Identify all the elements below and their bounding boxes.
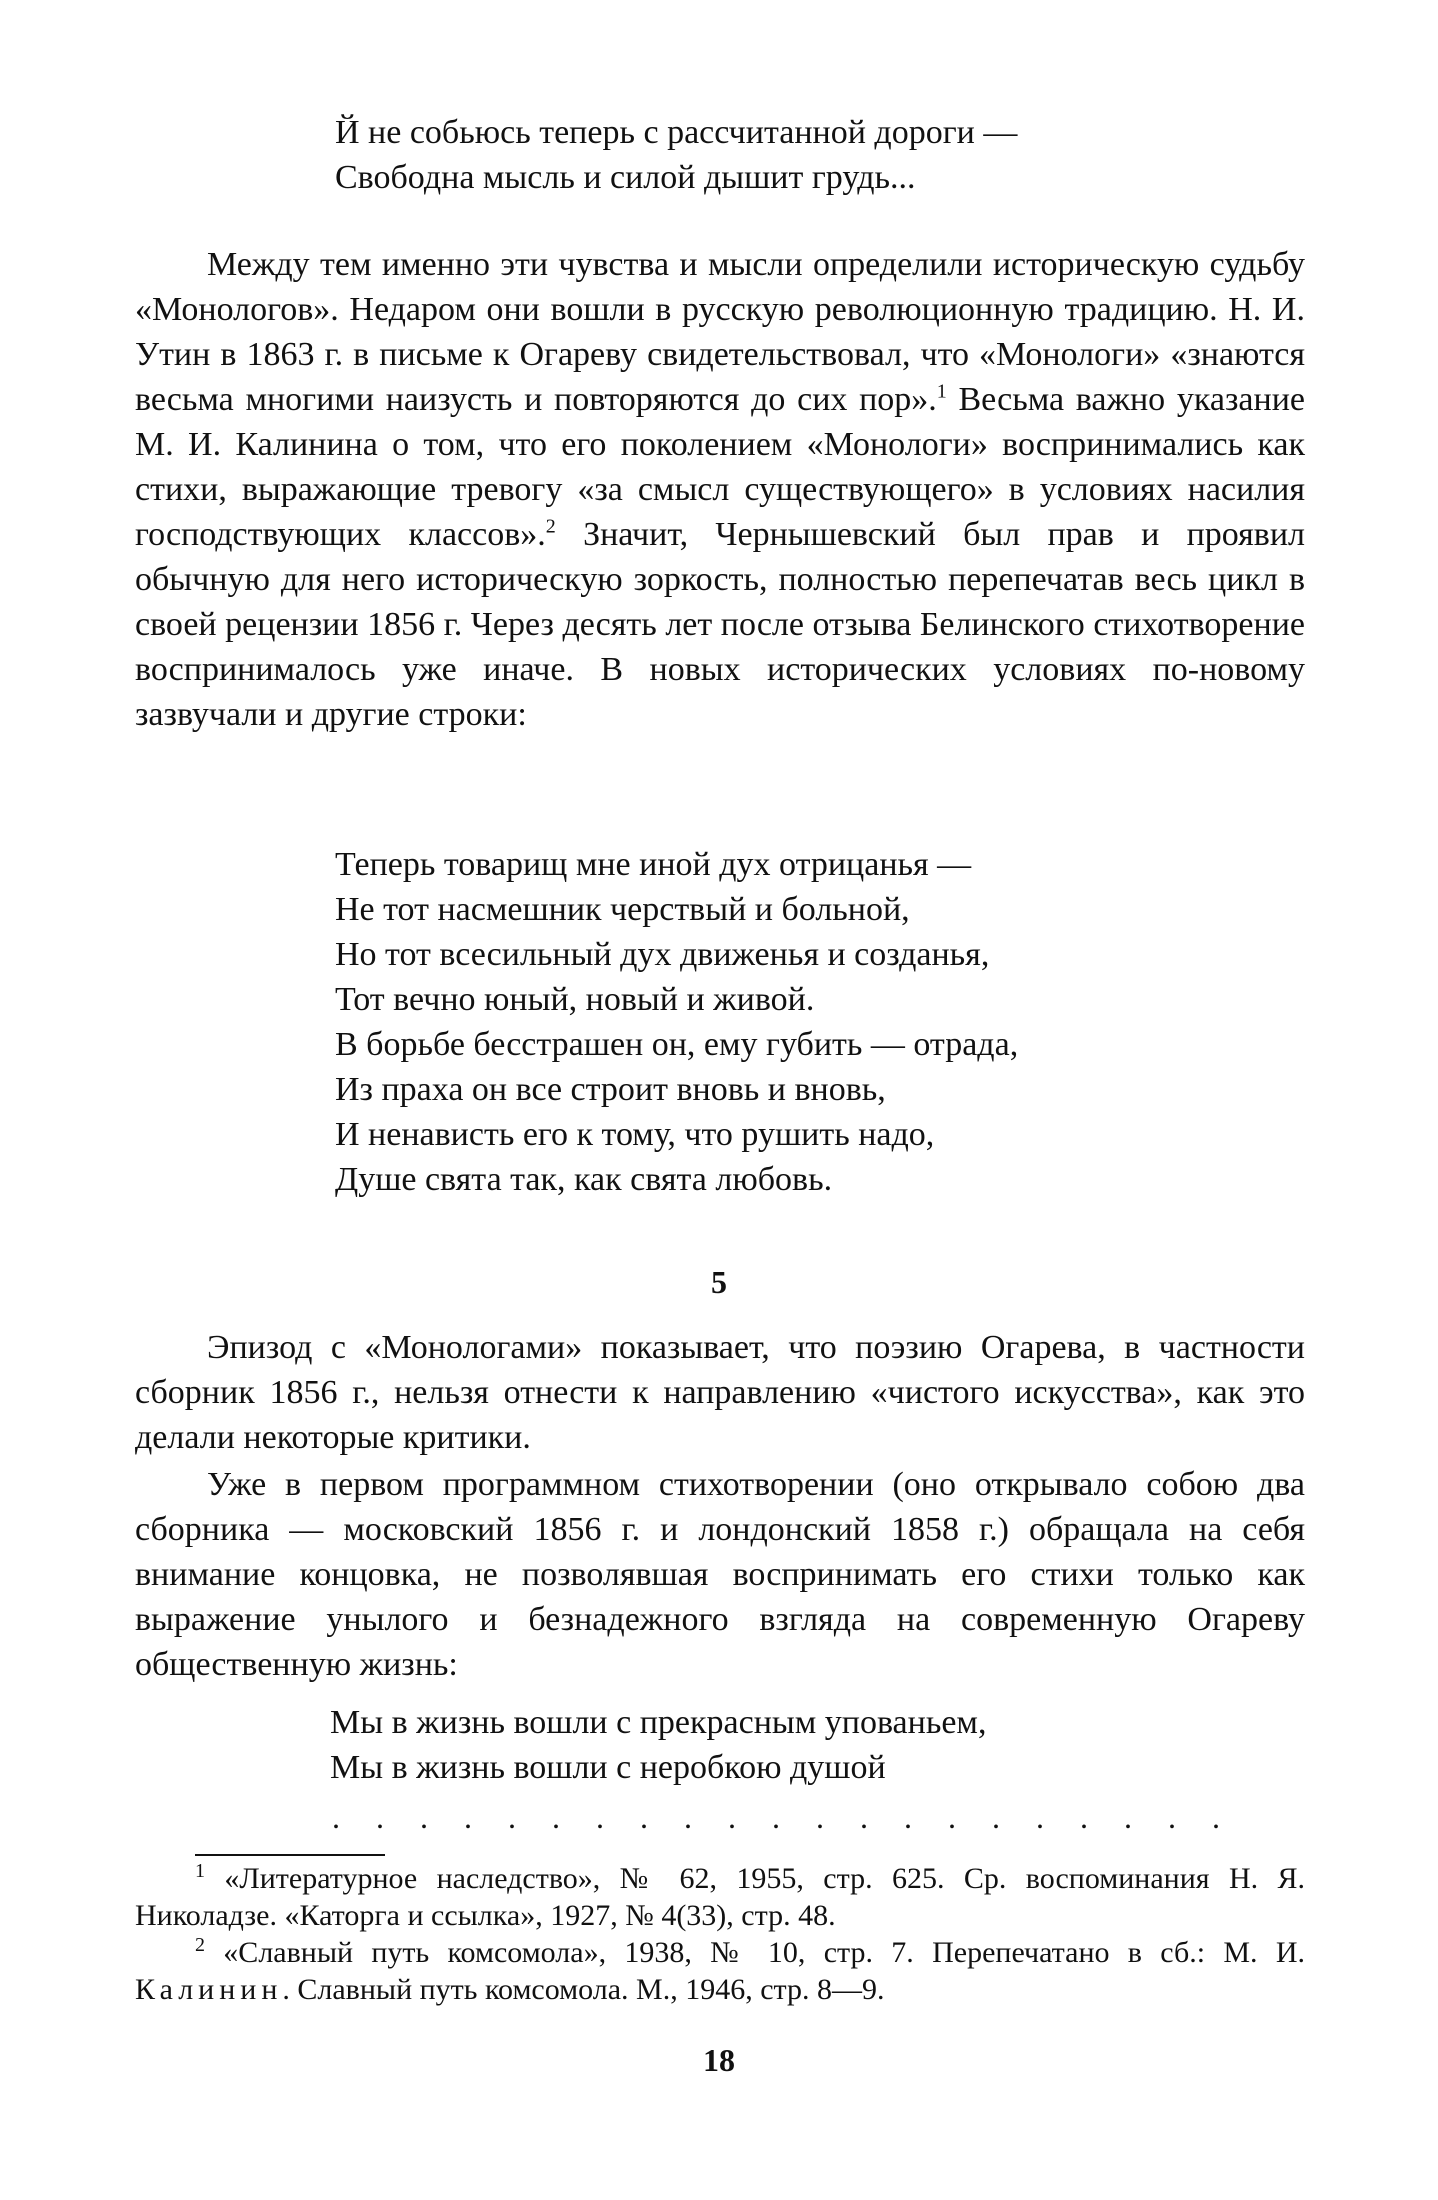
verse-line: Но тот всесильный дух движенья и созданья,: [335, 936, 990, 973]
verse-line: Не тот насмешник черствый и больной,: [335, 891, 910, 928]
footnote-mark: 2: [195, 1934, 205, 1956]
paragraph-1-text-a: Между тем именно эти чувства и мысли определили историческую судьбу «Монологов». Недаром они вошли в русскую революционную традицию. Н. И. Утин в 1863 г. в письме к Огареву свидетельствовал, что «Монологи» «знаются весьма многими наизусть и повторяются до сих пор».: [135, 246, 1305, 418]
page-number: 18: [703, 2042, 735, 2078]
footnote-text: . Славный путь комсомола. М., 1946, стр. 8—9.: [282, 1973, 885, 2006]
footnote-1: [135, 1860, 1305, 1934]
verse-line: Мы в жизнь вошли с прекрасным упованьем,: [330, 1704, 987, 1741]
verse-line: Й не собьюсь теперь с рассчитанной дороги —: [335, 114, 1018, 151]
footnote-mark: 1: [195, 1860, 205, 1882]
verse-line: Свободна мысль и силой дышит грудь...: [335, 159, 916, 196]
footnote-text: «Литературное наследство», № 62, 1955, стр. 625. Ср. воспоминания Н. Я. Николадзе. «Каторга и ссылка», 1927, № 4(33), стр. 48.: [135, 1862, 1305, 1932]
verse-line: Из праха он все строит вновь и вновь,: [335, 1071, 886, 1108]
omission-dots: . . . . . . . . . . . . . . . . . . . . .: [332, 1799, 1234, 1835]
verse-line: В борьбе бесстрашен он, ему губить — отрада,: [335, 1026, 1019, 1063]
paragraph-1: [135, 242, 1305, 737]
verse-middle: [335, 842, 1018, 1202]
verse-line: Душе свята так, как свята любовь.: [335, 1161, 833, 1198]
paragraph-3: Уже в первом программном стихотворении (оно открывало собою два сборника — московский 1856 г. и лондонский 1858 г.) обращала на себя внимание концовка, не позволявшая воспринимать его стихи только как выражение унылого и безнадежного взгляда на современную Огареву общественную жизнь:: [135, 1466, 1305, 1683]
verse-top: [335, 110, 1017, 200]
footnote-author: Калинин: [135, 1973, 283, 2006]
paragraph-1-text-c: Значит, Чернышевский был прав и проявил обычную для него историческую зоркость, полностью перепечатав весь цикл в своей рецензии 1856 г. Через десять лет после отзыва Белинского стихотворение воспринималось уже иначе. В новых исторических условиях по-новому зазвучали и другие строки:: [135, 516, 1305, 733]
verse-line: И ненависть его к тому, что рушить надо,: [335, 1116, 935, 1153]
verse-line: Мы в жизнь вошли с неробкою душой: [330, 1749, 886, 1786]
footnote-ref-1: 1: [936, 380, 947, 403]
verse-line: Теперь товарищ мне иной дух отрицанья —: [335, 846, 972, 883]
paragraph-1-text-b: Весьма важно указание М. И. Калинина о том, что его поколением «Монологи» воспринимались как стихи, выражающие тревогу «за смысл существующего» в условиях насилия господствующих классов».: [135, 381, 1305, 553]
footnote-divider: [195, 1854, 385, 1856]
section-number: 5: [711, 1264, 727, 1300]
footnotes: [135, 1860, 1305, 2008]
footnote-ref-2: 2: [545, 515, 556, 538]
footnote-2: [135, 1934, 1305, 2008]
footnote-text: «Славный путь комсомола», 1938, № 10, стр. 7. Перепечатано в сб.: М. И.: [205, 1936, 1305, 1969]
verse-bottom: [330, 1700, 986, 1790]
paragraph-2: Эпизод с «Монологами» показывает, что поэзию Огарева, в частности сборник 1856 г., нельзя отнести к направлению «чистого искусства», как это делали некоторые критики.: [135, 1329, 1305, 1456]
verse-line: Тот вечно юный, новый и живой.: [335, 981, 815, 1018]
